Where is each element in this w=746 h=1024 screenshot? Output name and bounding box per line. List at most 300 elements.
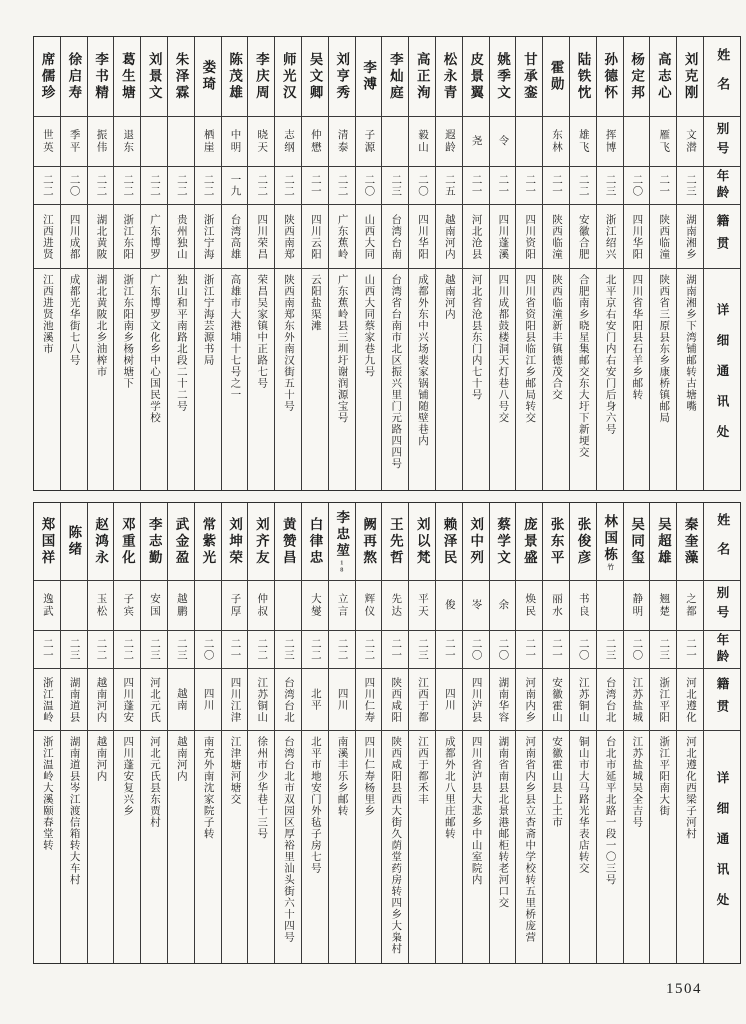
person-alias-text: 子源: [363, 129, 375, 154]
person-age-text: 一九: [229, 174, 241, 197]
person-name-text: 陈绪: [66, 525, 82, 558]
header-address-label-text: 详细通讯处: [715, 770, 729, 924]
person-address-text: 陕西咸阳县西大街久荫堂药房转四乡大枭村: [390, 736, 402, 955]
person-address-text: 四川省华阳县石羊乡邮转: [631, 274, 643, 401]
person-alias-text: 辉仪: [363, 593, 375, 618]
person-native-place: [543, 669, 569, 731]
person-age-text: 二一: [551, 174, 562, 197]
person-address: [624, 731, 650, 963]
person-native-place-text: 河北遵化: [684, 676, 696, 723]
person-name: [650, 503, 676, 581]
person-address-text: 铜山市大马路光华表店转交: [577, 736, 589, 874]
person-age: [329, 167, 355, 205]
person-native-place-text: 越南: [175, 688, 187, 711]
person-column: [623, 503, 650, 963]
person-alias: [463, 581, 489, 631]
person-name: [248, 503, 274, 581]
person-alias-text: 书良: [577, 593, 589, 618]
person-address-text: 台湾省台南市北区振兴里门元路四四号: [390, 274, 402, 470]
person-name-text: 高正洵: [414, 51, 430, 102]
person-address: [490, 269, 516, 490]
person-age-text: 二一: [684, 638, 696, 661]
person-age: [543, 631, 569, 669]
person-native-place: [516, 669, 542, 731]
person-address-text: 台北市延平北路一段一〇三号: [604, 736, 616, 886]
person-name-text: 李庆周: [253, 51, 269, 102]
person-address: [88, 269, 114, 490]
person-name: [195, 37, 221, 117]
person-address: [650, 269, 676, 490]
person-address-text: 北平京右安门内右安门后身六号: [604, 274, 616, 435]
person-address-text: 江西于都禾丰: [417, 736, 429, 805]
person-column: [462, 37, 489, 490]
person-age: [114, 631, 140, 669]
person-native-place: [168, 205, 194, 269]
header-name-label: [704, 503, 740, 581]
person-age-text: 二二: [175, 174, 187, 197]
person-native-place: [597, 669, 623, 731]
person-column: [113, 37, 140, 490]
person-address: [570, 731, 596, 963]
person-name: [436, 37, 462, 117]
person-column: [301, 503, 328, 963]
person-address: [570, 269, 596, 490]
person-native-place: [61, 669, 87, 731]
person-alias-text: 中明: [229, 129, 241, 154]
person-name-text: 皮景翼: [468, 51, 484, 102]
person-column: [274, 503, 301, 963]
person-age-text: 二二: [256, 174, 268, 197]
person-name: [61, 37, 87, 117]
person-name: [248, 37, 274, 117]
header-native-label-text: 籍贯: [715, 677, 729, 722]
person-native-place-text: 湖南华容: [497, 676, 509, 723]
person-name-text: 刘坤荣: [227, 516, 243, 567]
person-name: [463, 37, 489, 117]
person-alias: [88, 117, 114, 167]
person-column: [596, 503, 623, 963]
person-alias: [409, 581, 435, 631]
person-age: [61, 167, 87, 205]
person-address: [61, 731, 87, 963]
person-alias-text: 子宾: [122, 593, 134, 618]
person-address: [88, 731, 114, 963]
person-alias: [168, 117, 194, 167]
person-age: [356, 167, 382, 205]
person-name-text: 甘承銮: [521, 51, 537, 102]
person-native-place: [195, 205, 221, 269]
directory-table-lower: [33, 502, 741, 964]
person-age: [624, 167, 650, 205]
person-column: [247, 37, 274, 490]
person-native-place-text: 江西于都: [417, 676, 429, 723]
person-address: [677, 731, 703, 963]
person-alias-text: 玉松: [95, 593, 107, 618]
person-native-place: [597, 205, 623, 269]
person-alias-text: 令: [497, 135, 509, 148]
person-name: [329, 37, 355, 117]
person-address: [248, 731, 274, 963]
person-alias-text: 季平: [68, 129, 80, 154]
person-alias: [490, 117, 516, 167]
person-native-place: [677, 205, 703, 269]
person-alias: [570, 581, 596, 631]
person-name: [222, 37, 248, 117]
person-native-place: [329, 205, 355, 269]
person-address: [61, 269, 87, 490]
person-address-text: 台湾台北市双园区厚裕里汕头街六十四号: [283, 736, 295, 943]
header-name-label: [704, 37, 740, 117]
person-column: [489, 503, 516, 963]
person-name-text: 赵鸿永: [93, 516, 109, 567]
person-age: [168, 631, 194, 669]
person-native-place: [543, 205, 569, 269]
person-alias: [114, 117, 140, 167]
person-alias-text: 毅山: [417, 129, 429, 154]
person-name-text: 刘亨秀: [334, 51, 350, 102]
person-alias-text: 世英: [41, 129, 53, 154]
person-name: [195, 503, 221, 581]
person-name: [624, 503, 650, 581]
person-address: [302, 269, 328, 490]
person-alias: [356, 117, 382, 167]
person-column: [301, 37, 328, 490]
person-native-place-text: 四川资阳: [524, 213, 536, 260]
person-name-text: 吴同玺: [629, 516, 645, 567]
person-age-text: 二三: [684, 174, 696, 197]
person-name: [597, 503, 623, 581]
person-alias: [329, 117, 355, 167]
person-native-place-text: 安徽霍山: [551, 676, 562, 723]
person-column: [355, 503, 382, 963]
person-name: [168, 37, 194, 117]
person-column: [596, 37, 623, 490]
person-alias-text: 挥博: [604, 129, 616, 154]
person-native-place: [463, 669, 489, 731]
person-column: [676, 37, 703, 490]
person-name: [88, 37, 114, 117]
person-age-text: 二一: [551, 638, 562, 661]
person-native-place-text: 陕西临潼: [658, 213, 670, 260]
person-age: [409, 167, 435, 205]
person-native-place-text: 台湾台北: [283, 676, 295, 723]
person-column: [113, 503, 140, 963]
person-column: [167, 37, 194, 490]
person-name: [114, 37, 140, 117]
person-alias-text: 丽水: [551, 593, 562, 618]
person-column: [60, 37, 87, 490]
person-name: [141, 37, 167, 117]
person-native-place-text: 四川蓬安: [122, 676, 134, 723]
person-age-text: 二一: [229, 638, 241, 661]
person-name: [463, 503, 489, 581]
person-address-text: 湖南省南县北景港邮柜转老河口交: [497, 736, 509, 909]
person-age: [61, 631, 87, 669]
person-name-text: 林国栋竹: [602, 513, 618, 570]
person-alias: [382, 581, 408, 631]
person-alias-text: 尧: [470, 135, 482, 148]
person-age: [88, 167, 114, 205]
person-column: [87, 503, 114, 963]
person-age-text: 二二: [363, 638, 375, 661]
person-alias: [597, 581, 623, 631]
person-age-text: 二〇: [470, 638, 482, 661]
person-column: [435, 37, 462, 490]
person-alias-text: 仲叔: [256, 593, 268, 618]
person-name: [382, 503, 408, 581]
person-native-place-text: 浙江绍兴: [604, 213, 616, 260]
person-name-text: 李溥: [361, 60, 377, 93]
person-address: [302, 731, 328, 963]
person-alias: [195, 581, 221, 631]
person-address: [543, 269, 569, 490]
person-age-text: 二一: [309, 174, 321, 197]
person-column: [328, 503, 355, 963]
person-address: [516, 731, 542, 963]
person-column: [515, 37, 542, 490]
person-column: [34, 503, 60, 963]
person-name-text: 朱泽霖: [173, 51, 189, 102]
person-name: [409, 503, 435, 581]
person-address: [248, 269, 274, 490]
person-alias: [168, 581, 194, 631]
person-column: [194, 37, 221, 490]
person-address: [168, 269, 194, 490]
person-age: [168, 167, 194, 205]
person-age-text: 二〇: [417, 174, 429, 197]
person-address: [141, 269, 167, 490]
person-age: [597, 167, 623, 205]
person-alias: [302, 581, 328, 631]
person-name: [516, 503, 542, 581]
person-age-text: 二一: [443, 638, 455, 661]
person-age: [141, 167, 167, 205]
person-age-text: 二二: [309, 638, 321, 661]
person-age-text: 二〇: [202, 638, 214, 661]
person-native-place: [624, 205, 650, 269]
person-alias: [329, 581, 355, 631]
person-address-text: 北平市地安门外毡子房七号: [309, 736, 321, 874]
person-column: [408, 37, 435, 490]
person-native-place: [570, 669, 596, 731]
person-native-place: [409, 669, 435, 731]
person-column: [462, 503, 489, 963]
person-address: [34, 731, 60, 963]
person-name: [543, 503, 569, 581]
person-native-place-text: 湖南湘乡: [684, 213, 696, 260]
person-age-text: 二三: [68, 638, 80, 661]
person-name: [88, 503, 114, 581]
person-native-place-text: 山西大同: [363, 213, 375, 260]
person-native-place: [275, 205, 301, 269]
person-column: [623, 37, 650, 490]
person-native-place-text: 四川蓬溪: [497, 213, 509, 260]
person-native-place-text: 四川华阳: [631, 213, 643, 260]
person-native-place: [490, 205, 516, 269]
header-column: [703, 37, 740, 490]
person-alias: [302, 117, 328, 167]
person-age: [490, 631, 516, 669]
person-alias-text: 仲懋: [309, 129, 321, 154]
person-age-text: 二三: [175, 638, 187, 661]
person-alias-text: 大燮: [309, 593, 321, 618]
header-alias-label-text: 别号: [715, 122, 729, 161]
person-native-place: [248, 669, 274, 731]
person-address-text: 湖北黄陂北乡油榨市: [95, 274, 107, 378]
person-alias: [436, 581, 462, 631]
person-native-place-text: 广东蕉岭: [336, 213, 348, 260]
person-alias-text: 平天: [417, 593, 429, 618]
person-age: [222, 167, 248, 205]
directory-table-upper: [33, 36, 741, 491]
person-alias: [677, 117, 703, 167]
person-age-text: 二一: [470, 174, 482, 197]
person-alias: [34, 581, 60, 631]
person-name-text: 常紫光: [200, 516, 216, 567]
person-column: [274, 37, 301, 490]
person-native-place: [436, 669, 462, 731]
person-column: [542, 503, 569, 963]
person-alias-text: 栖崖: [202, 129, 214, 154]
person-alias: [222, 117, 248, 167]
person-name: [222, 503, 248, 581]
person-address: [597, 269, 623, 490]
person-address: [597, 731, 623, 963]
person-column: [381, 37, 408, 490]
person-name: [114, 503, 140, 581]
person-alias: [248, 117, 274, 167]
person-address: [275, 269, 301, 490]
person-native-place-text: 浙江温岭: [41, 676, 53, 723]
person-address: [195, 269, 221, 490]
person-age-text: 二二: [336, 174, 348, 197]
person-alias: [490, 581, 516, 631]
person-age-text: 二二: [283, 174, 295, 197]
person-age: [409, 631, 435, 669]
person-address-text: 广东博罗文化乡中心国民学校: [149, 274, 161, 424]
person-native-place: [302, 205, 328, 269]
person-native-place-text: 河南内乡: [524, 676, 536, 723]
person-name-text: 邓重化: [119, 516, 135, 567]
person-alias: [61, 581, 87, 631]
person-address: [382, 731, 408, 963]
person-address: [275, 731, 301, 963]
person-alias-text: 晓天: [256, 129, 268, 154]
person-address-text: 四川省泸县大悲乡中山室院内: [470, 736, 482, 886]
person-native-place: [222, 669, 248, 731]
person-alias-text: 遐龄: [443, 129, 455, 154]
person-age-text: 二〇: [577, 638, 589, 661]
person-address: [195, 731, 221, 963]
person-native-place-text: 四川: [336, 688, 348, 711]
header-age-label-text: 年龄: [715, 169, 729, 202]
person-native-place: [222, 205, 248, 269]
person-native-place-text: 贵州独山: [175, 213, 187, 260]
person-age: [677, 631, 703, 669]
person-native-place: [650, 669, 676, 731]
person-name: [543, 37, 569, 117]
person-native-place: [463, 205, 489, 269]
person-native-place-text: 四川荣昌: [256, 213, 268, 260]
person-name: [436, 503, 462, 581]
person-native-place-text: 广东博罗: [149, 213, 161, 260]
person-name-text: 李忠堃18: [334, 509, 350, 574]
person-native-place-text: 越南河内: [95, 676, 107, 723]
person-native-place-text: 江西进贤: [41, 213, 53, 260]
person-alias-text: 安国: [149, 593, 161, 618]
person-address: [356, 731, 382, 963]
person-native-place: [382, 205, 408, 269]
person-age-text: 二二: [202, 174, 214, 197]
person-native-place: [88, 669, 114, 731]
person-address: [114, 269, 140, 490]
person-age: [516, 631, 542, 669]
person-native-place-text: 江苏盐城: [631, 676, 643, 723]
person-address-text: 湖南湘乡下湾铺邮转古塘嘴: [684, 274, 696, 412]
person-column: [87, 37, 114, 490]
person-address-text: 河北省沧县东门内七十号: [470, 274, 482, 401]
person-name: [61, 503, 87, 581]
person-alias: [141, 117, 167, 167]
person-native-place-text: 四川泸县: [470, 676, 482, 723]
person-name-text: 霍勋: [548, 60, 564, 93]
person-address: [382, 269, 408, 490]
person-alias: [88, 581, 114, 631]
person-alias-text: 志纲: [283, 129, 295, 154]
person-native-place-text: 河北沧县: [470, 213, 482, 260]
person-name-text: 秦奎藻: [682, 516, 698, 567]
person-alias: [275, 117, 301, 167]
person-name: [570, 37, 596, 117]
person-address-text: 江西进贤池溪市: [41, 274, 53, 355]
person-name: [356, 503, 382, 581]
person-alias-text: 振伟: [95, 129, 107, 154]
person-name-text: 松永青: [441, 51, 457, 102]
person-name-note: 18: [338, 559, 346, 574]
person-name-text: 孙德怀: [602, 51, 618, 102]
header-name-label-text: 姓名: [715, 512, 731, 571]
person-name: [356, 37, 382, 117]
person-name-text: 刘克刚: [682, 51, 698, 102]
person-native-place: [409, 205, 435, 269]
person-address-text: 广东蕉岭县三圳圩谢润源宝号: [336, 274, 348, 424]
person-name-text: 刘景文: [146, 51, 162, 102]
person-name-text: 吴文卿: [307, 51, 323, 102]
person-name: [570, 503, 596, 581]
person-name-text: 赖泽民: [441, 516, 457, 567]
person-column: [140, 37, 167, 490]
person-address-text: 江津塘河塘交: [229, 736, 241, 805]
person-age: [543, 167, 569, 205]
person-alias: [543, 581, 569, 631]
person-age-text: 二〇: [631, 638, 643, 661]
person-age-text: 二二: [577, 174, 589, 197]
person-age: [382, 167, 408, 205]
person-address: [329, 731, 355, 963]
page-number: 1504: [666, 981, 702, 997]
header-native-label-text: 籍贯: [715, 214, 729, 259]
person-age: [141, 631, 167, 669]
person-native-place: [677, 669, 703, 731]
person-name: [302, 503, 328, 581]
person-name: [275, 37, 301, 117]
person-age-text: 二三: [604, 638, 616, 661]
person-age: [275, 631, 301, 669]
person-name-text: 席儒珍: [39, 51, 55, 102]
person-column: [408, 503, 435, 963]
person-native-place: [114, 669, 140, 731]
person-native-place: [382, 669, 408, 731]
